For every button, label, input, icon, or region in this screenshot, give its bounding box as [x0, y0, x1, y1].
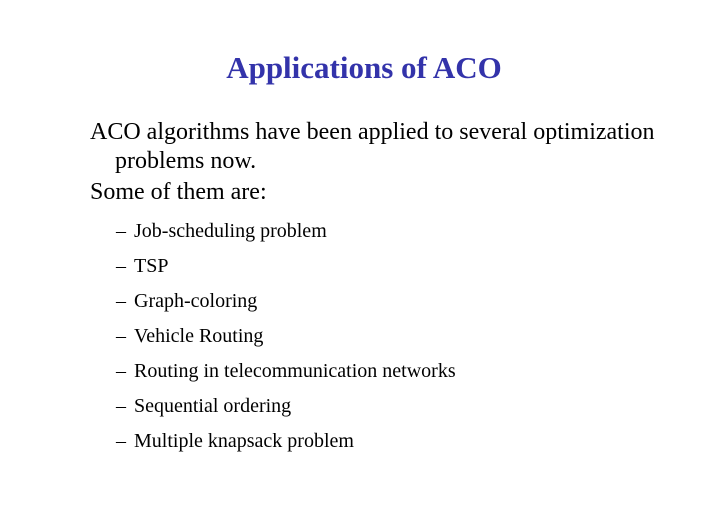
slide-body	[90, 118, 700, 459]
list-item	[90, 214, 700, 249]
applications-list	[90, 214, 700, 459]
list-item-text: Routing in telecommunication networks	[134, 360, 456, 382]
list-item-text: Job-scheduling problem	[134, 220, 327, 242]
dash-marker: –	[116, 290, 126, 312]
list-item-text: Vehicle Routing	[134, 325, 264, 347]
list-item	[90, 284, 700, 319]
list-item-text: Multiple knapsack problem	[134, 430, 354, 452]
lead-in-paragraph: Some of them are:	[90, 179, 267, 205]
list-item-text: Graph-coloring	[134, 290, 258, 312]
list-item-text: TSP	[134, 255, 169, 277]
list-item	[90, 319, 700, 354]
dash-marker: –	[116, 255, 126, 277]
dash-marker: –	[116, 325, 126, 347]
dash-marker: –	[116, 430, 126, 452]
list-item	[90, 354, 700, 389]
intro-paragraph: ACO algorithms have been applied to several optimization problems now.	[90, 119, 655, 174]
slide-title: Applications of ACO	[226, 50, 502, 85]
dash-marker: –	[116, 395, 126, 417]
list-item-text: Sequential ordering	[134, 395, 292, 417]
dash-marker: –	[116, 360, 126, 382]
dash-marker: –	[116, 220, 126, 242]
list-item	[90, 424, 700, 459]
list-item	[90, 249, 700, 284]
list-item	[90, 389, 700, 424]
